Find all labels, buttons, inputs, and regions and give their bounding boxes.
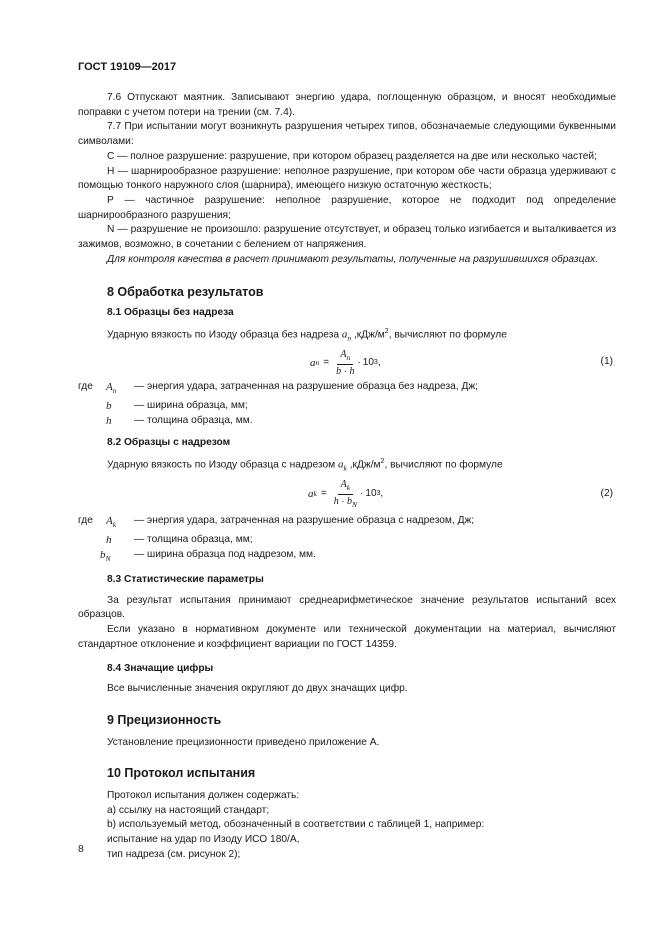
where-8-2-line-2: h — толщина образца, мм; bbox=[106, 533, 253, 546]
section-8-3-title: 8.3 Статистические параметры bbox=[107, 573, 264, 585]
section-10-title: 10 Протокол испытания bbox=[107, 766, 256, 781]
section-8-1-intro: Ударную вязкость по Изоду образца без надреза $a_n$ $,кДж/м^2$, вычисляют по формуле bbox=[107, 327, 507, 343]
formula-1: a n = $\frac{A_n}{b \cdot h}$ · 10 3 , (1) bbox=[310, 348, 613, 377]
section-8-4-title: 8.4 Значащие цифры bbox=[107, 663, 214, 675]
formula-2-number: (2) bbox=[600, 487, 613, 499]
where-8-2-line-3: $b_N$ — ширина образца под надрезом, мм. bbox=[100, 549, 316, 564]
where-8-2-line-1: где $A_k$ — энергия удара, затраченная на разрушение образца с надрезом, Дж; bbox=[78, 514, 475, 529]
section-8-4-para-1: Все вычисленные значения округляют до двух значащих цифр. bbox=[107, 683, 408, 695]
fracture-type-c: С — полное разрушение: разрушение, при котором образец разделяется на две или несколько частей; bbox=[107, 150, 597, 162]
section-10-line-5: тип надреза (см. рисунок 2); bbox=[107, 848, 241, 860]
section-8-title: 8 Обработка результатов bbox=[107, 285, 264, 300]
where-8-1-line-2: b — ширина образца, мм; bbox=[106, 399, 248, 412]
where-8-1-line-1: где $A_n$ — энергия удара, затраченная на разрушение образца без надреза, Дж; bbox=[78, 380, 478, 395]
fracture-type-h: Н — шарнирообразное разрушение: неполное разрушение, при котором обе части образца удерживают с помощью тонкого наружного слоя (шарнира), имеющего низкую остаточную жесткость; bbox=[78, 165, 616, 192]
where-8-1-line-3: h — толщина образца, мм. bbox=[106, 415, 253, 428]
section-8-3-para-2: Если указано в нормативном документе или технической документации на материал, вычисляют стандартное отклонение и коэффициент вариации по ГОСТ 14359. bbox=[78, 624, 616, 650]
section-10-line-3: b) используемый метод, обозначенный в соответствии с таблицей 1, например: bbox=[107, 819, 485, 831]
section-9-para-1: Установление прецизионности приведено приложение А. bbox=[107, 736, 380, 748]
section-9-title: 9 Прецизионность bbox=[107, 712, 222, 727]
section-10-line-4: испытание на удар по Изоду ИСО 180/А, bbox=[107, 834, 300, 846]
quality-note: Для контроля качества в расчет принимают результаты, полученные на разрушившихся образцах. bbox=[107, 253, 599, 265]
section-8-3-para-1: За результат испытания принимают среднеарифметическое значение результатов испытаний всех образцов. bbox=[78, 594, 616, 621]
section-8-2-title: 8.2 Образцы с надрезом bbox=[107, 437, 231, 449]
para-7-7: 7.7 При испытании могут возникнуть разрушения четырех типов, обозначаемые следующими буквенными символами: bbox=[78, 121, 616, 148]
para-7-6: 7.6 Отпускают маятник. Записывают энергию удара, поглощенную образцом, и вносят необходимые поправки с учетом потери на трении (см. 7.4). bbox=[78, 92, 616, 118]
document-body bbox=[78, 91, 616, 863]
formula-1-number: (1) bbox=[600, 355, 613, 367]
fracture-type-n: N — разрушение не произошло: разрушение отсутствует, и образец только изгибается и выталкивается из зажимов, возможно, в сочетании с белением от напряжения. bbox=[78, 224, 616, 251]
document-header: ГОСТ 19109—2017 bbox=[78, 61, 177, 73]
formula-2: a k = $\frac{A_k}{h \cdot b_N}$ · 10 3 , (2) bbox=[308, 479, 613, 510]
section-8-2-intro: Ударную вязкость по Изоду образца с надрезом $a_k$ $,кДж/м^2$, вычисляют по формуле bbox=[107, 457, 503, 473]
section-8-1-title: 8.1 Образцы без надреза bbox=[107, 307, 234, 319]
page-number: 8 bbox=[78, 843, 84, 855]
fracture-type-p: Р — частичное разрушение: неполное разрушение, которое не подходит под определение шарнирообразного разрушения; bbox=[78, 194, 616, 221]
section-10-line-2: а) ссылку на настоящий стандарт; bbox=[107, 804, 270, 816]
section-10-line-1: Протокол испытания должен содержать: bbox=[107, 789, 300, 801]
